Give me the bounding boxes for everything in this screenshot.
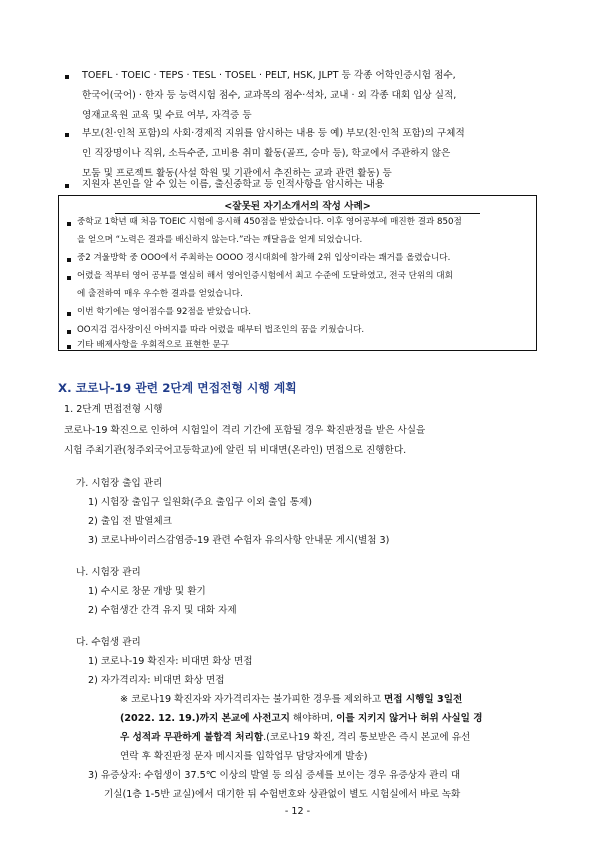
- list-item: 기실(1층 1-5반 교실)에서 대기한 뒤 수험번호와 상관없이 별도 시험실에서 바로 녹화: [104, 789, 461, 800]
- square-bullet: [67, 312, 71, 316]
- list-item: 2) 수험생간 간격 유지 및 대화 자제: [88, 605, 237, 616]
- bad-example-box: [58, 195, 537, 351]
- notice-line: [120, 694, 462, 706]
- notice-line: 연락 후 확진판정 문자 메시지를 입학업무 담당자에게 발송): [120, 751, 368, 762]
- list-item: 2) 출입 전 발열체크: [88, 516, 172, 527]
- bullet-marker: [65, 184, 69, 188]
- square-bullet: [67, 276, 71, 280]
- example-line: 어렸을 적부터 영어 공부를 열심히 해서 영어인증시험에서 최고 수준에 도달하였고, 전국 단위의 대회: [77, 271, 453, 281]
- example-line: 중2 겨울방학 중 OOO에서 주최하는 OOOO 경시대회에 참가해 2위 입상이라는 쾌거를 올렸습니다.: [77, 253, 451, 263]
- example-line: OO지검 검사장이신 아버지를 따라 어렸을 때부터 법조인의 꿈을 키웠습니다.: [77, 325, 365, 335]
- square-bullet: [67, 330, 71, 334]
- example-line: 을 얻으며 “노력은 결과를 배신하지 않는다.”라는 깨달음을 얻게 되었습니다.: [77, 235, 363, 245]
- notice-emphasis: 이를 지키지 않거나 허위 사실일 경: [336, 713, 483, 724]
- notice-emphasis: (2022. 12. 19.)까지 본교에 사전고지: [120, 713, 290, 724]
- paragraph-line: 시험 주최기관(청주외국어고등학교)에 알린 뒤 비대면(온라인) 면접으로 진행한다.: [64, 445, 407, 456]
- list-item: 3) 코로나바이러스감염증-19 관련 수험자 유의사항 안내문 게시(별첨 3): [88, 535, 390, 546]
- subsection-heading: 1. 2단계 면접전형 시행: [64, 404, 163, 415]
- square-bullet: [67, 222, 71, 226]
- example-line: 에 출전하여 매우 우수한 결과를 얻었습니다.: [77, 289, 243, 299]
- example-line: 기타 배제사항을 우회적으로 표현한 문구: [77, 340, 230, 350]
- list-item: 3) 유증상자: 수험생이 37.5℃ 이상의 발열 등 의심 증세를 보이는 경우 유증상자 관리 대: [88, 770, 461, 781]
- notice-emphasis: 면접 시행일 3일전: [384, 694, 463, 705]
- square-bullet: [67, 345, 71, 349]
- bullet-line: 인 직장명이나 직위, 소득수준, 고비용 취미 활동(골프, 승마 등), 학교에서 주관하지 않은: [82, 148, 451, 159]
- bad-example-box-header: [115, 196, 480, 214]
- item-heading-da: 다. 수험생 관리: [76, 637, 141, 648]
- notice-emphasis: 우 성적과 무관하게 불합격 처리함: [120, 732, 264, 743]
- bullet-line: 한국어(국어) · 한자 등 능력시험 점수, 교과목의 점수·석차, 교내 · 외 각종 대회 입상 실적,: [82, 90, 457, 101]
- example-line: 이번 학기에는 영어점수를 92점을 받았습니다.: [77, 307, 252, 317]
- example-line: 중학교 1학년 때 처음 TOEIC 시험에 응시해 450점을 받았습니다. 이후 영어공부에 매진한 결과 850점: [77, 217, 462, 227]
- bullet-line: 모둠 및 프로젝트 활동(사설 학원 및 기관에서 추진하는 교과 관련 활동) 등: [82, 168, 392, 179]
- item-heading-ga: 가. 시험장 출입 관리: [76, 478, 163, 489]
- paragraph-line: 코로나-19 확진으로 인하여 시험일이 격리 기간에 포함될 경우 확진판정을 받은 사실을: [64, 425, 426, 436]
- list-item: 1) 수시로 창문 개방 및 환기: [88, 586, 206, 597]
- bullet-line: 지원자 본인을 알 수 있는 이름, 출신중학교 등 인적사항을 암시하는 내용: [82, 179, 385, 190]
- list-item: 2) 자가격리자: 비대면 화상 면접: [88, 675, 225, 686]
- notice-line: [120, 732, 470, 744]
- notice-line: [120, 713, 483, 725]
- bullet-marker: [65, 133, 69, 137]
- bullet-line: 영재교육원 교육 및 수료 여부, 자격증 등: [82, 110, 252, 121]
- bullet-line: TOEFL · TOEIC · TEPS · TESL · TOSEL · PELT, HSK, JLPT 등 각종 어학인증시험 점수,: [82, 70, 456, 81]
- bad-example-title: <잘못된 자기소개서의 작성 사례>: [224, 201, 371, 212]
- section-title: X. 코로나-19 관련 2단계 면접전형 시행 계획: [58, 381, 297, 395]
- notice-text: .(코로나19 확진, 격리 통보받은 즉시 본교에 유선: [263, 732, 471, 743]
- bullet-line: 부모(친·인척 포함)의 사회·경제적 지위를 암시하는 내용 등 예) 부모(친·인척 포함)의 구체적: [82, 128, 465, 139]
- bullet-marker: [65, 75, 69, 79]
- item-heading-na: 나. 시험장 관리: [76, 567, 141, 578]
- notice-text: ※ 코로나19 확진자와 자가격리자는 불가피한 경우를 제외하고: [120, 694, 385, 705]
- notice-text: 해야하며,: [289, 713, 337, 724]
- page-number: - 12 -: [284, 806, 311, 817]
- list-item: 1) 코로나-19 확진자: 비대면 화상 면접: [88, 656, 253, 667]
- list-item: 1) 시험장 출입구 일원화(주요 출입구 이외 출입 통제): [88, 497, 313, 508]
- square-bullet: [67, 258, 71, 262]
